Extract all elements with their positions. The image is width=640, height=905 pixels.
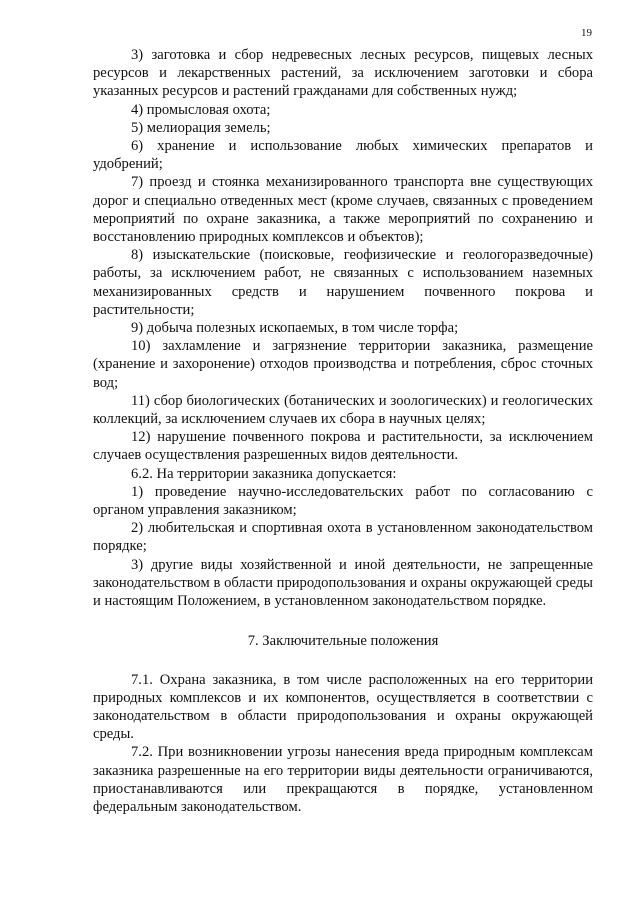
clause-7-1: 7.1. Охрана заказника, в том числе расположенных на его территории природных комплексов и их компонентов, осуществляется в соответствии с законодательством в области природопользования и охраны окружающей среды. [93, 671, 593, 743]
paragraph-item-11: 11) сбор биологических (ботанических и зоологических) и геологических коллекций, за исключением случаев их сбора в научных целях; [93, 392, 593, 428]
paragraph-item-6: 6) хранение и использование любых химических препаратов и удобрений; [93, 138, 593, 173]
allowed-item-3: 3) другие виды хозяйственной и иной деятельности, не запрещенные законодательством в области природопользования и охраны окружающей среды и настоящим Положением, в установленном законодательством порядке. [93, 556, 593, 610]
paragraph-item-4: 4) промысловая охота; [131, 101, 271, 118]
paragraph-item-8: 8) изыскательские (поисковые, геофизические и геологоразведочные) работы, за исключением работ, не связанных с использованием наземных механизированных средств и нарушением почвенного покрова и растительности; [93, 247, 593, 318]
paragraph-item-7: 7) проезд и стоянка механизированного транспорта вне существующих дорог и специально отведенных мест (кроме случаев, связанных с проведением мероприятий по охране заказника, а также мероприятий по сохранению и восстановлению природных комплексов и объектов); [93, 174, 593, 246]
page-number: 19 [581, 27, 592, 39]
clause-6-2: 6.2. На территории заказника допускается: [131, 465, 397, 482]
paragraph-item-12: 12) нарушение почвенного покрова и растительности, за исключением случаев осуществления разрешенных видов деятельности. [93, 429, 593, 464]
paragraph-item-9: 9) добыча полезных ископаемых, в том числе торфа; [131, 320, 459, 337]
allowed-item-2: 2) любительская и спортивная охота в установленном законодательством порядке; [93, 520, 593, 555]
document-body [93, 46, 593, 816]
paragraph-item-5: 5) мелиорация земель; [131, 119, 271, 136]
section-title: 7. Заключительные положения [247, 633, 439, 650]
paragraph-item-10: 10) захламление и загрязнение территории заказника, размещение (хранение и захоронение) отходов производства и потребления, сброс сточных вод; [93, 338, 593, 391]
allowed-item-1: 1) проведение научно-исследовательских работ по согласованию с органом управления заказником; [93, 483, 593, 519]
clause-7-2: 7.2. При возникновении угрозы нанесения вреда природным комплексам заказника разрешенные на его территории виды деятельности ограничиваются, приостанавливаются или прекращаются в порядке, установленном федеральным законодательством. [93, 744, 593, 815]
paragraph-item-3: 3) заготовка и сбор недревесных лесных ресурсов, пищевых лесных ресурсов и лекарственных растений, за исключением заготовки и сбора указанных ресурсов и растений гражданами для собственных нужд; [93, 47, 593, 100]
